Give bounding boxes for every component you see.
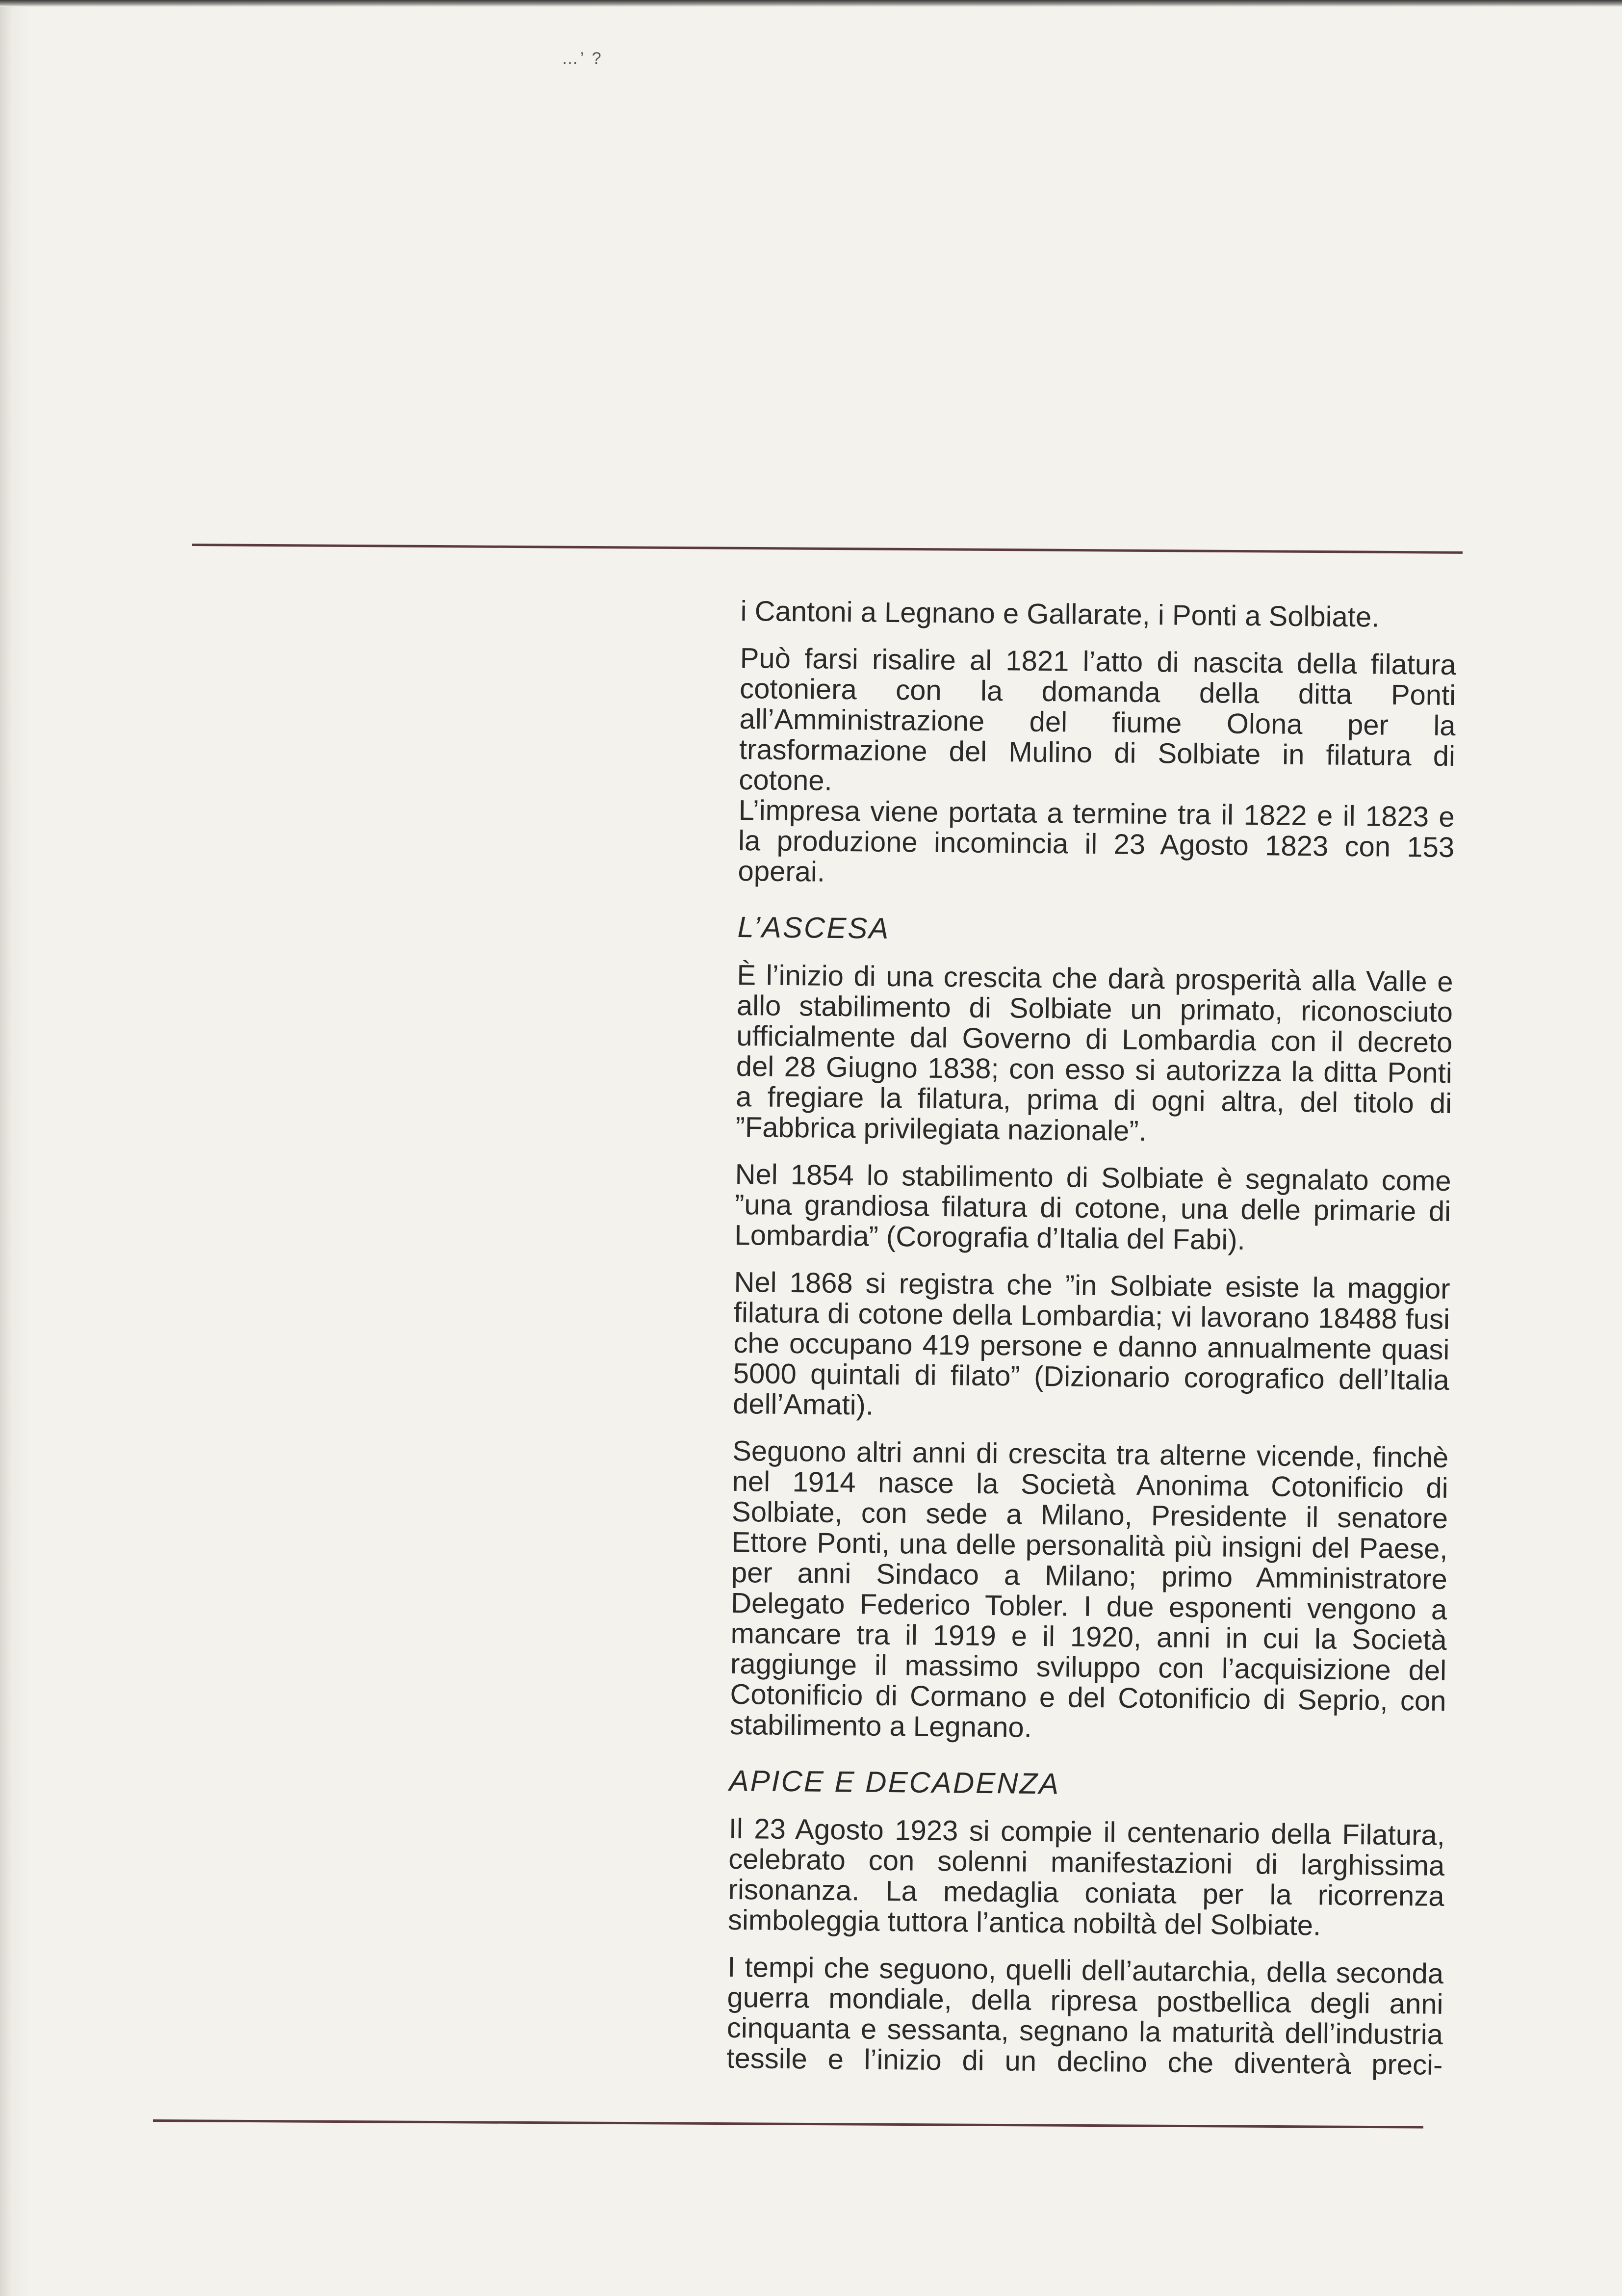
paragraph: Il 23 Agosto 1923 si compie il centenario della Filatura, celebrato con solenni manifestazioni di larghissima risonanza. La medaglia coniata per la ricorrenza simboleggia tuttora l’antica nobiltà del Solbiate. <box>727 1812 1445 1942</box>
page-top-edge <box>0 0 1622 7</box>
paragraph: È l’inizio di una crescita che darà prosperità alla Valle e allo stabilimento di Solbiate un primato, riconosciuto ufficialmente dal Governo di Lombardia con il decreto del 28 Giugno 1838; con esso si autorizza la ditta Ponti a fregiare la filatura, prima di ogni altra, del titolo di ”Fabbrica privilegiata nazionale”. <box>735 959 1453 1147</box>
section-heading-ascesa: L’ASCESA <box>737 910 890 945</box>
paragraph: L’impresa viene portata a termine tra il 1822 e il 1823 e la produzione incomincia il 23 Agosto 1823 con 153 operai. <box>738 794 1455 888</box>
paragraph: i Cantoni a Legnano e Gallarate, i Ponti a Solbiate. <box>740 595 1380 633</box>
bottom-rule <box>153 2119 1423 2129</box>
paragraph: Nel 1854 lo stabilimento di Solbiate è segnalato come ”una grandiosa filatura di cotone, una delle primarie di Lombardia” (Corografia d’Italia del Fabi). <box>734 1158 1451 1256</box>
text-column <box>726 596 1457 2097</box>
top-rule <box>192 544 1463 554</box>
section-heading-apice-e-decadenza: APICE E DECADENZA <box>729 1764 1060 1800</box>
paragraph: Seguono altri anni di crescita tra alterne vicende, finchè nel 1914 nasce la Società Anonima Cotonificio di Solbiate, con sede a Milano, Presidente il senatore Ettore Ponti, una delle personalità più insigni del Paese, per anni Sindaco a Milano; primo Amministratore Delegato Federico Tobler. I due esponenti vengono a mancare tra il 1919 e il 1920, anni in cui la Società raggiunge il massimo sviluppo con l’acquisizione del Cotonificio di Cormano e del Cotonificio di Seprio, con stabilimento a Legnano. <box>729 1435 1449 1744</box>
paragraph: I tempi che seguono, quelli dell’autarchia, della seconda guerra mondiale, della ripresa postbellica degli anni cinquanta e sessanta, segnano la maturità dell’industria tessile e l’inizio di un declino che diventerà preci- <box>726 1951 1444 2081</box>
page-binding-edge <box>0 0 29 2296</box>
paragraph: Nel 1868 si registra che ”in Solbiate esiste la maggior filatura di cotone della Lombardia; vi lavorano 18488 fusi che occupano 419 persone e danno annualmente quasi 5000 quintali di filato” (Dizionario corografico dell’Italia dell’Amati). <box>732 1266 1450 1421</box>
margin-marks: …’ ? <box>562 49 603 68</box>
paragraph: Può farsi risalire al 1821 l’atto di nascita della filatura cotoniera con la domanda della ditta Ponti all’Amministrazione del fiume Olona per la trasformazione del Mulino di Solbiate in filatura di cotone. <box>739 642 1457 797</box>
